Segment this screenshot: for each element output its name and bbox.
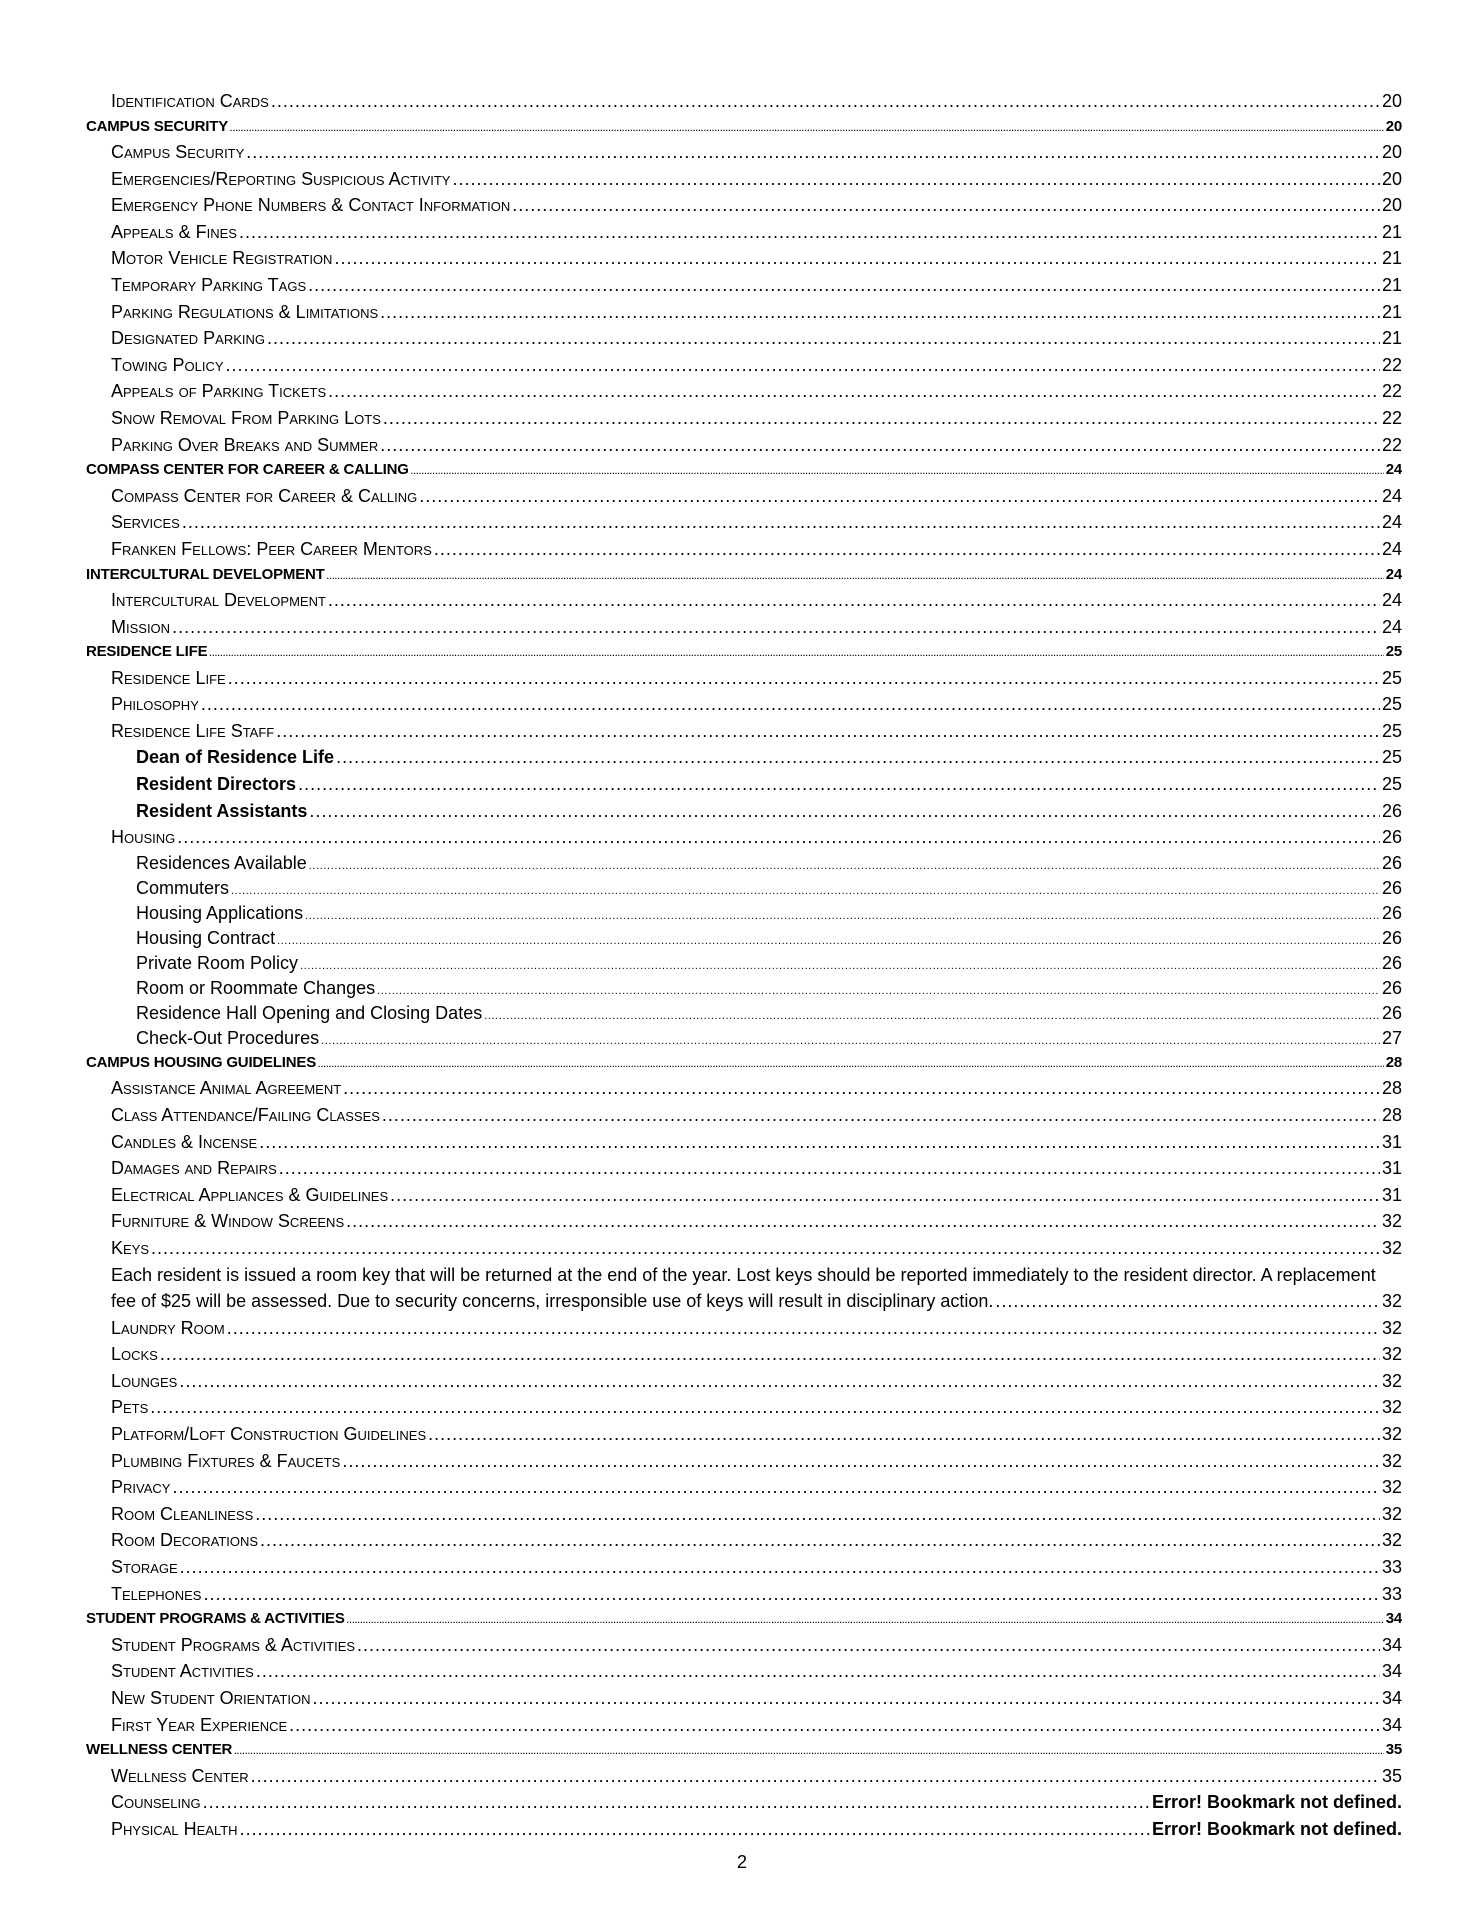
- toc-entry[interactable]: [86, 1235, 1402, 1262]
- dot-leader: [334, 245, 1380, 272]
- toc-entry-page: 32: [1381, 1450, 1402, 1471]
- dot-leader: [180, 1554, 1380, 1581]
- toc-entry-page: 24: [1381, 616, 1402, 637]
- toc-entry[interactable]: [86, 851, 1402, 876]
- dot-leader: [260, 1527, 1380, 1554]
- dot-leader: [347, 1609, 1384, 1632]
- toc-entry-title: Housing: [111, 827, 176, 848]
- toc-section-heading[interactable]: [86, 1738, 1402, 1763]
- toc-entry[interactable]: [86, 166, 1402, 193]
- toc-entry-title: Assistance Animal Agreement: [111, 1078, 342, 1099]
- dot-leader: [203, 1581, 1380, 1608]
- toc-entry-title: Compass Center for Career & Calling: [111, 485, 418, 506]
- toc-entry-title: Class Attendance/Failing Classes: [111, 1104, 380, 1125]
- toc-entry-title: Pets: [111, 1397, 149, 1418]
- toc-entry[interactable]: [86, 718, 1402, 745]
- toc-entry-title: Resident Assistants: [136, 800, 308, 821]
- dot-leader: [327, 565, 1384, 588]
- toc-entry-page: 31: [1381, 1131, 1402, 1152]
- toc-entry[interactable]: [86, 976, 1402, 1001]
- dot-leader: [271, 88, 1380, 115]
- toc-entry-title: CAMPUS HOUSING GUIDELINES: [86, 1053, 317, 1071]
- dot-leader: [346, 1208, 1380, 1235]
- toc-entry[interactable]: [86, 1789, 1402, 1816]
- toc-entry[interactable]: [86, 824, 1402, 851]
- toc-entry-title: Wellness Center: [111, 1765, 249, 1786]
- dot-leader: [309, 854, 1380, 876]
- toc-entry[interactable]: [86, 951, 1402, 976]
- toc-entry-page: 32: [1381, 1344, 1402, 1365]
- toc-entry[interactable]: [86, 1712, 1402, 1739]
- toc-entry[interactable]: [86, 352, 1402, 379]
- dot-leader: [382, 1102, 1380, 1129]
- dot-leader: [276, 718, 1380, 745]
- toc-entry-title: Lounges: [111, 1370, 178, 1391]
- dot-leader: [150, 1394, 1380, 1421]
- toc-entry-title: Room Decorations: [111, 1530, 259, 1551]
- toc-entry[interactable]: [86, 483, 1402, 510]
- toc-entry-title: Laundry Room: [111, 1317, 225, 1338]
- toc-entry-page: 26: [1381, 852, 1402, 873]
- toc-entry-page: 26: [1381, 827, 1402, 848]
- toc-entry[interactable]: [86, 1554, 1402, 1581]
- toc-entry-page: 25: [1381, 720, 1402, 741]
- toc-entry[interactable]: [86, 1632, 1402, 1659]
- toc-entry[interactable]: [86, 1421, 1402, 1448]
- toc-entry-page: 21: [1381, 328, 1402, 349]
- toc-entry[interactable]: [86, 432, 1402, 459]
- toc-entry-page: 28: [1381, 1104, 1402, 1125]
- toc-entry-page: 26: [1381, 1002, 1402, 1023]
- toc-entry[interactable]: [86, 1075, 1402, 1102]
- toc-entry[interactable]: [86, 691, 1402, 718]
- toc-entry-page: 34: [1381, 1714, 1402, 1735]
- table-of-contents: [86, 88, 1402, 1842]
- toc-entry-page: 20: [1381, 195, 1402, 216]
- toc-entry[interactable]: [86, 1394, 1402, 1421]
- dot-leader: [305, 904, 1380, 926]
- toc-entry[interactable]: [86, 1368, 1402, 1395]
- toc-entry-title: Housing Applications: [136, 902, 304, 923]
- toc-entry-title: Temporary Parking Tags: [111, 275, 307, 296]
- toc-entry-page: 25: [1381, 694, 1402, 715]
- toc-entry[interactable]: [86, 1448, 1402, 1475]
- toc-entry-page: 31: [1381, 1184, 1402, 1205]
- toc-entry-page: 21: [1381, 221, 1402, 242]
- toc-entry-title: Parking Over Breaks and Summer: [111, 434, 379, 455]
- toc-entry[interactable]: [86, 405, 1402, 432]
- dot-leader: [321, 1029, 1380, 1051]
- toc-entry[interactable]: [86, 901, 1402, 926]
- toc-entry-page: 24: [1385, 461, 1402, 479]
- toc-entry[interactable]: [86, 139, 1402, 166]
- toc-entry[interactable]: [86, 1474, 1402, 1501]
- toc-entry[interactable]: [86, 1026, 1402, 1051]
- toc-entry-title: First Year Experience: [111, 1714, 288, 1735]
- toc-paragraph-entry[interactable]: [86, 1262, 1402, 1315]
- toc-entry-page: 26: [1381, 800, 1402, 821]
- dot-leader: [179, 1368, 1380, 1395]
- toc-entry-page: 21: [1381, 275, 1402, 296]
- dot-leader: [177, 824, 1380, 851]
- dot-leader: [226, 352, 1380, 379]
- toc-entry-title: Emergency Phone Numbers & Contact Information: [111, 195, 511, 216]
- toc-entry-page: 20: [1381, 142, 1402, 163]
- dot-leader: [995, 1288, 1380, 1315]
- toc-entry-title: Parking Regulations & Limitations: [111, 301, 379, 322]
- toc-entry-title: Student Activities: [111, 1661, 254, 1682]
- toc-entry-title: fee of $25 will be assessed. Due to security concerns, irresponsible use of keys will result in disciplinary action.: [111, 1291, 994, 1312]
- dot-leader: [240, 1816, 1150, 1843]
- toc-entry-page: 32: [1381, 1317, 1402, 1338]
- dot-leader: [328, 378, 1380, 405]
- dot-leader: [227, 1315, 1380, 1342]
- toc-entry[interactable]: [86, 1182, 1402, 1209]
- dot-leader: [318, 1053, 1384, 1076]
- dot-leader: [380, 432, 1380, 459]
- dot-leader: [209, 642, 1383, 665]
- toc-entry[interactable]: [86, 1527, 1402, 1554]
- dot-leader: [203, 1789, 1150, 1816]
- toc-entry-page: 32: [1381, 1503, 1402, 1524]
- dot-leader: [228, 665, 1380, 692]
- toc-entry-error: Error! Bookmark not defined.: [1151, 1792, 1402, 1813]
- toc-section-heading[interactable]: [86, 1607, 1402, 1632]
- toc-section-heading[interactable]: [86, 563, 1402, 588]
- dot-leader: [300, 954, 1380, 976]
- dot-leader: [277, 929, 1380, 951]
- toc-entry-title: Room or Roommate Changes: [136, 977, 376, 998]
- dot-leader: [256, 1658, 1380, 1685]
- toc-entry-title: Check-Out Procedures: [136, 1027, 320, 1048]
- toc-entry[interactable]: [86, 1208, 1402, 1235]
- toc-entry-page: 26: [1381, 927, 1402, 948]
- toc-entry-text: Each resident is issued a room key that will be returned at the end of the year. Lost keys should be reported immediately to the resident director. A replacement: [111, 1264, 1376, 1285]
- toc-entry-title: RESIDENCE LIFE: [86, 643, 208, 661]
- dot-leader: [246, 139, 1380, 166]
- toc-entry-title: Appeals & Fines: [111, 221, 237, 242]
- dot-leader: [336, 744, 1380, 771]
- toc-entry[interactable]: [86, 325, 1402, 352]
- dot-leader: [160, 1341, 1380, 1368]
- toc-entry-page: 22: [1381, 434, 1402, 455]
- dot-leader: [172, 614, 1380, 641]
- toc-entry[interactable]: [86, 798, 1402, 825]
- toc-entry-title: Student Programs & Activities: [111, 1634, 356, 1655]
- toc-entry-title: CAMPUS SECURITY: [86, 117, 229, 135]
- toc-entry-page: 25: [1381, 774, 1402, 795]
- toc-entry-page: 28: [1381, 1078, 1402, 1099]
- toc-entry-title: Plumbing Fixtures & Faucets: [111, 1450, 341, 1471]
- toc-entry-page: 22: [1381, 381, 1402, 402]
- toc-entry-title: Room Cleanliness: [111, 1503, 254, 1524]
- toc-entry-title: Franken Fellows: Peer Career Mentors: [111, 538, 432, 559]
- toc-entry-page: 26: [1381, 952, 1402, 973]
- dot-leader: [428, 1421, 1380, 1448]
- toc-entry[interactable]: [86, 272, 1402, 299]
- dot-leader: [512, 192, 1380, 219]
- toc-entry-page: 24: [1381, 512, 1402, 533]
- toc-entry[interactable]: [86, 219, 1402, 246]
- toc-entry-page: 24: [1381, 538, 1402, 559]
- toc-entry-title: Appeals of Parking Tickets: [111, 381, 327, 402]
- toc-entry-title: Identification Cards: [111, 91, 269, 111]
- dot-leader: [308, 272, 1380, 299]
- toc-entry-page: 33: [1381, 1583, 1402, 1604]
- toc-entry[interactable]: [86, 771, 1402, 798]
- toc-entry[interactable]: [86, 1001, 1402, 1026]
- toc-entry-page: 28: [1385, 1053, 1402, 1071]
- toc-entry-title: Physical Health: [111, 1818, 238, 1839]
- toc-entry-page: 21: [1381, 301, 1402, 322]
- toc-entry-page: 20: [1381, 168, 1402, 189]
- toc-entry[interactable]: [86, 614, 1402, 641]
- toc-entry[interactable]: [86, 1315, 1402, 1342]
- toc-entry-page: 26: [1381, 902, 1402, 923]
- toc-entry-title: Storage: [111, 1557, 178, 1578]
- toc-entry-title: Housing Contract: [136, 927, 276, 948]
- toc-entry-title: Counseling: [111, 1792, 201, 1813]
- toc-entry-title: Locks: [111, 1344, 158, 1365]
- dot-leader: [251, 1763, 1380, 1790]
- toc-entry-page: 25: [1381, 747, 1402, 768]
- toc-entry-title: Towing Policy: [111, 354, 224, 375]
- toc-entry-title: Philosophy: [111, 694, 199, 715]
- dot-leader: [383, 405, 1380, 432]
- toc-entry[interactable]: [86, 378, 1402, 405]
- toc-entry-title: Commuters: [136, 877, 230, 898]
- toc-section-heading[interactable]: [86, 1051, 1402, 1076]
- toc-entry-page: 35: [1385, 1741, 1402, 1759]
- toc-entry-page: 34: [1385, 1610, 1402, 1628]
- toc-entry[interactable]: [86, 1341, 1402, 1368]
- toc-entry[interactable]: [86, 1658, 1402, 1685]
- toc-entry-title: Mission: [111, 616, 171, 637]
- toc-entry[interactable]: [86, 1501, 1402, 1528]
- toc-section-heading[interactable]: [86, 640, 1402, 665]
- dot-leader: [309, 798, 1380, 825]
- toc-entry-title: Motor Vehicle Registration: [111, 248, 333, 269]
- toc-entry[interactable]: [86, 1129, 1402, 1156]
- dot-leader: [259, 1129, 1380, 1156]
- toc-entry-page: 20: [1381, 91, 1402, 111]
- toc-entry-title: Snow Removal From Parking Lots: [111, 408, 381, 429]
- toc-entry-title: Services: [111, 512, 180, 533]
- toc-entry[interactable]: [86, 876, 1402, 901]
- toc-entry-page: 32: [1381, 1211, 1402, 1232]
- toc-entry[interactable]: [86, 245, 1402, 272]
- toc-entry-title: Emergencies/Reporting Suspicious Activity: [111, 168, 451, 189]
- toc-entry-title: Resident Directors: [136, 774, 297, 795]
- toc-entry-page: 32: [1381, 1477, 1402, 1498]
- toc-entry-title: Platform/Loft Construction Guidelines: [111, 1424, 427, 1445]
- toc-entry-page: 27: [1381, 1027, 1402, 1048]
- toc-entry-page: 25: [1385, 643, 1402, 661]
- dot-leader: [289, 1712, 1380, 1739]
- dot-leader: [298, 771, 1380, 798]
- toc-entry[interactable]: [86, 587, 1402, 614]
- toc-entry-page: 25: [1381, 667, 1402, 688]
- toc-entry[interactable]: [86, 509, 1402, 536]
- page-number: 2: [736, 1852, 747, 1872]
- toc-entry-title: Dean of Residence Life: [136, 747, 335, 768]
- toc-entry-title: Private Room Policy: [136, 952, 299, 973]
- toc-entry-title: Candles & Incense: [111, 1131, 258, 1152]
- toc-entry[interactable]: [86, 1685, 1402, 1712]
- toc-entry-page: 32: [1381, 1397, 1402, 1418]
- toc-entry-title: New Student Orientation: [111, 1687, 311, 1708]
- toc-entry-error: Error! Bookmark not defined.: [1151, 1818, 1402, 1839]
- dot-leader: [380, 299, 1380, 326]
- dot-leader: [279, 1155, 1380, 1182]
- toc-entry-page: 32: [1381, 1370, 1402, 1391]
- toc-entry-page: 24: [1381, 590, 1402, 610]
- dot-leader: [357, 1632, 1380, 1659]
- toc-entry-title: Keys: [111, 1237, 150, 1258]
- toc-entry[interactable]: [86, 536, 1402, 563]
- dot-leader: [390, 1182, 1380, 1209]
- dot-leader: [411, 460, 1384, 483]
- toc-entry[interactable]: [86, 1581, 1402, 1608]
- toc-entry-title: Campus Security: [111, 142, 245, 163]
- toc-section-heading[interactable]: [86, 458, 1402, 483]
- toc-entry[interactable]: [86, 192, 1402, 219]
- toc-entry-page: 26: [1381, 877, 1402, 898]
- toc-entry-page: 34: [1381, 1661, 1402, 1682]
- toc-entry-title: Privacy: [111, 1477, 171, 1498]
- dot-leader: [234, 1740, 1384, 1763]
- toc-entry-title: Residences Available: [136, 852, 307, 873]
- toc-entry-title: Electrical Appliances & Guidelines: [111, 1184, 389, 1205]
- toc-section-heading[interactable]: [86, 115, 1402, 140]
- toc-entry-page: 33: [1381, 1557, 1402, 1578]
- dot-leader: [230, 117, 1384, 140]
- toc-entry[interactable]: [86, 744, 1402, 771]
- toc-entry[interactable]: [86, 299, 1402, 326]
- toc-entry-title: Residence Hall Opening and Closing Dates: [136, 1002, 483, 1023]
- dot-leader: [452, 166, 1380, 193]
- toc-entry[interactable]: [86, 88, 1402, 115]
- toc-entry[interactable]: [86, 1102, 1402, 1129]
- dot-leader: [342, 1448, 1380, 1475]
- toc-entry[interactable]: [86, 1763, 1402, 1790]
- toc-entry-title: Intercultural Development: [111, 590, 326, 610]
- toc-entry-page: 20: [1385, 117, 1402, 135]
- toc-entry-title: WELLNESS CENTER: [86, 1741, 233, 1759]
- toc-entry-page: 32: [1381, 1424, 1402, 1445]
- toc-entry-page: 26: [1381, 977, 1402, 998]
- toc-entry-title: Residence Life Staff: [111, 720, 275, 741]
- toc-entry[interactable]: [86, 1816, 1402, 1843]
- dot-leader: [231, 879, 1380, 901]
- toc-entry[interactable]: [86, 926, 1402, 951]
- toc-entry-title: INTERCULTURAL DEVELOPMENT: [86, 565, 325, 583]
- dot-leader: [484, 1004, 1380, 1026]
- toc-entry-page: 32: [1381, 1237, 1402, 1258]
- dot-leader: [377, 979, 1380, 1001]
- toc-entry-page: 21: [1381, 248, 1402, 269]
- dot-leader: [182, 509, 1380, 536]
- dot-leader: [255, 1501, 1380, 1528]
- toc-entry-page: 31: [1381, 1158, 1402, 1179]
- toc-entry-title: Designated Parking: [111, 328, 266, 349]
- toc-entry-page: 32: [1381, 1530, 1402, 1551]
- toc-entry-title: Damages and Repairs: [111, 1158, 277, 1179]
- dot-leader: [312, 1685, 1380, 1712]
- dot-leader: [239, 219, 1380, 246]
- toc-entry-title: Furniture & Window Screens: [111, 1211, 345, 1232]
- dot-leader: [328, 587, 1380, 614]
- toc-entry-page: 32: [1381, 1291, 1402, 1312]
- toc-entry[interactable]: [86, 665, 1402, 692]
- toc-entry-title: STUDENT PROGRAMS & ACTIVITIES: [86, 1610, 345, 1628]
- toc-entry-title: Residence Life: [111, 667, 226, 688]
- toc-entry-page: 22: [1381, 354, 1402, 375]
- toc-entry-page: 34: [1381, 1687, 1402, 1708]
- dot-leader: [419, 483, 1380, 510]
- toc-entry-page: 34: [1381, 1634, 1402, 1655]
- dot-leader: [434, 536, 1380, 563]
- toc-entry-page: 24: [1381, 485, 1402, 506]
- toc-entry[interactable]: [86, 1155, 1402, 1182]
- toc-entry-page: 24: [1385, 565, 1402, 583]
- dot-leader: [201, 691, 1380, 718]
- dot-leader: [151, 1235, 1380, 1262]
- dot-leader: [267, 325, 1380, 352]
- toc-entry-title: COMPASS CENTER FOR CAREER & CALLING: [86, 461, 409, 479]
- toc-entry-title: Telephones: [111, 1583, 202, 1604]
- toc-entry-page: 22: [1381, 408, 1402, 429]
- toc-entry-page: 35: [1381, 1765, 1402, 1786]
- dot-leader: [343, 1075, 1380, 1102]
- dot-leader: [172, 1474, 1380, 1501]
